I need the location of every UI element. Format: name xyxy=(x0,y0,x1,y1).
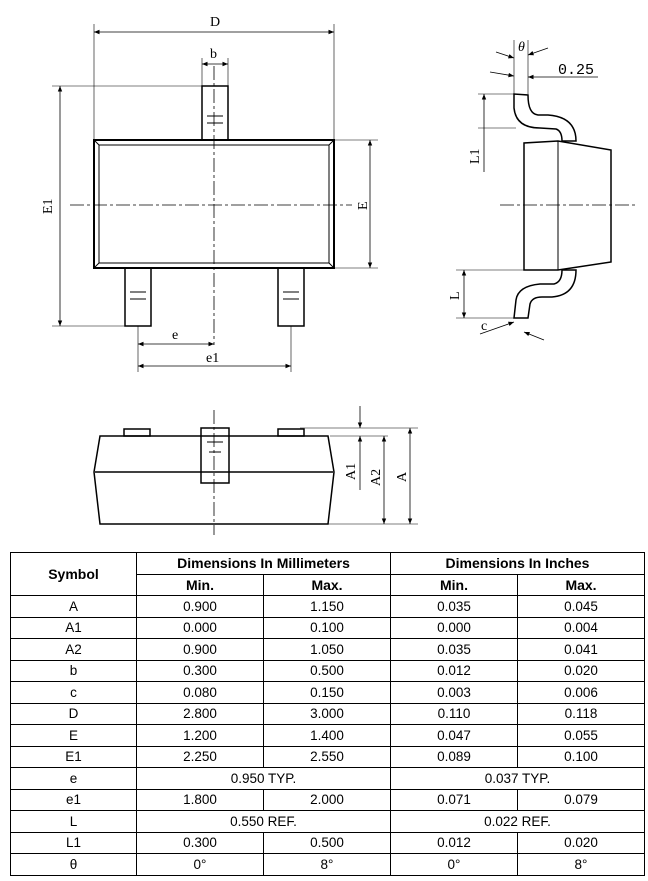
label-c: c xyxy=(481,319,488,334)
in-max-cell: 0.100 xyxy=(518,746,645,768)
table-row xyxy=(11,617,645,639)
table-row xyxy=(11,746,645,768)
mm-typ-cell: 0.950 TYP. xyxy=(137,768,391,790)
label-theta: θ xyxy=(518,40,525,55)
table-row xyxy=(11,682,645,704)
top-view xyxy=(52,24,378,372)
label-A: A xyxy=(395,471,410,482)
label-L1: L1 xyxy=(468,148,483,164)
in-min-cell: 0.110 xyxy=(391,703,518,725)
in-min-cell: 0.003 xyxy=(391,682,518,704)
table-row xyxy=(11,854,645,876)
mm-max-cell: 0.100 xyxy=(264,617,391,639)
bottom-right-lead xyxy=(278,268,304,326)
label-E1: E1 xyxy=(41,198,56,214)
symbol-cell: e xyxy=(11,768,137,790)
in-min-cell: 0.012 xyxy=(391,832,518,854)
in-min-cell: 0.047 xyxy=(391,725,518,747)
in-typ-cell: 0.022 REF. xyxy=(391,811,645,833)
symbol-cell: A2 xyxy=(11,639,137,661)
top-lead xyxy=(202,86,228,140)
symbol-cell: A1 xyxy=(11,617,137,639)
in-min-cell: 0.012 xyxy=(391,660,518,682)
table-row xyxy=(11,832,645,854)
front-left-lead xyxy=(124,429,150,436)
symbol-cell: L1 xyxy=(11,832,137,854)
symbol-cell: E xyxy=(11,725,137,747)
in-max-cell: 0.055 xyxy=(518,725,645,747)
symbol-header: Symbol xyxy=(11,553,137,596)
table-row xyxy=(11,703,645,725)
mm-max-cell: 1.050 xyxy=(264,639,391,661)
symbol-cell: L xyxy=(11,811,137,833)
mm-min-cell: 0.080 xyxy=(137,682,264,704)
side-top-lead xyxy=(514,94,576,141)
side-view xyxy=(456,40,636,340)
mm-min-cell: 1.200 xyxy=(137,725,264,747)
symbol-cell: E1 xyxy=(11,746,137,768)
label-L: L xyxy=(448,291,463,300)
mm-max-cell: 1.400 xyxy=(264,725,391,747)
in-max-cell: 0.045 xyxy=(518,596,645,618)
in-typ-cell: 0.037 TYP. xyxy=(391,768,645,790)
dimensions-table xyxy=(10,552,645,876)
table-row xyxy=(11,768,645,790)
mm-min-header: Min. xyxy=(137,574,264,596)
mm-max-cell: 2.550 xyxy=(264,746,391,768)
label-b: b xyxy=(210,47,217,62)
symbol-cell: b xyxy=(11,660,137,682)
mm-max-cell: 1.150 xyxy=(264,596,391,618)
table-row xyxy=(11,725,645,747)
label-A1: A1 xyxy=(344,462,359,480)
label-gauge: 0.25 xyxy=(558,62,595,79)
symbol-cell: θ xyxy=(11,854,137,876)
table-row xyxy=(11,596,645,618)
label-E: E xyxy=(356,201,371,210)
in-min-cell: 0.035 xyxy=(391,596,518,618)
in-max-cell: 0.118 xyxy=(518,703,645,725)
mm-min-cell: 0.900 xyxy=(137,596,264,618)
in-max-cell: 0.079 xyxy=(518,789,645,811)
in-max-cell: 0.020 xyxy=(518,832,645,854)
bottom-left-lead xyxy=(125,268,151,326)
mm-min-cell: 2.800 xyxy=(137,703,264,725)
in-max-cell: 0.020 xyxy=(518,660,645,682)
label-e: e xyxy=(172,328,179,343)
in-max-cell: 8° xyxy=(518,854,645,876)
mm-max-cell: 3.000 xyxy=(264,703,391,725)
mm-header: Dimensions In Millimeters xyxy=(137,553,391,575)
in-min-cell: 0° xyxy=(391,854,518,876)
in-header: Dimensions In Inches xyxy=(391,553,645,575)
mm-min-cell: 1.800 xyxy=(137,789,264,811)
side-view-body xyxy=(524,141,611,270)
in-max-cell: 0.041 xyxy=(518,639,645,661)
in-max-header: Max. xyxy=(518,574,645,596)
symbol-cell: e1 xyxy=(11,789,137,811)
label-D: D xyxy=(210,15,221,30)
mm-min-cell: 0.000 xyxy=(137,617,264,639)
mm-max-header: Max. xyxy=(264,574,391,596)
table-row xyxy=(11,660,645,682)
mm-min-cell: 0.300 xyxy=(137,832,264,854)
table-row xyxy=(11,789,645,811)
label-e1: e1 xyxy=(206,351,220,366)
mm-max-cell: 0.150 xyxy=(264,682,391,704)
in-min-cell: 0.071 xyxy=(391,789,518,811)
side-bottom-lead xyxy=(514,270,576,318)
mm-max-cell: 8° xyxy=(264,854,391,876)
symbol-cell: c xyxy=(11,682,137,704)
label-A2: A2 xyxy=(369,468,384,486)
front-right-lead xyxy=(278,429,304,436)
in-max-cell: 0.004 xyxy=(518,617,645,639)
in-min-header: Min. xyxy=(391,574,518,596)
mm-max-cell: 0.500 xyxy=(264,832,391,854)
in-max-cell: 0.006 xyxy=(518,682,645,704)
mm-max-cell: 0.500 xyxy=(264,660,391,682)
in-min-cell: 0.035 xyxy=(391,639,518,661)
table-row xyxy=(11,639,645,661)
in-min-cell: 0.089 xyxy=(391,746,518,768)
mm-min-cell: 0.300 xyxy=(137,660,264,682)
mm-min-cell: 0° xyxy=(137,854,264,876)
mm-min-cell: 0.900 xyxy=(137,639,264,661)
mm-min-cell: 2.250 xyxy=(137,746,264,768)
symbol-cell: A xyxy=(11,596,137,618)
in-min-cell: 0.000 xyxy=(391,617,518,639)
mm-max-cell: 2.000 xyxy=(264,789,391,811)
table-row xyxy=(11,811,645,833)
symbol-cell: D xyxy=(11,703,137,725)
mm-typ-cell: 0.550 REF. xyxy=(137,811,391,833)
dimensions-table-body xyxy=(11,596,645,876)
